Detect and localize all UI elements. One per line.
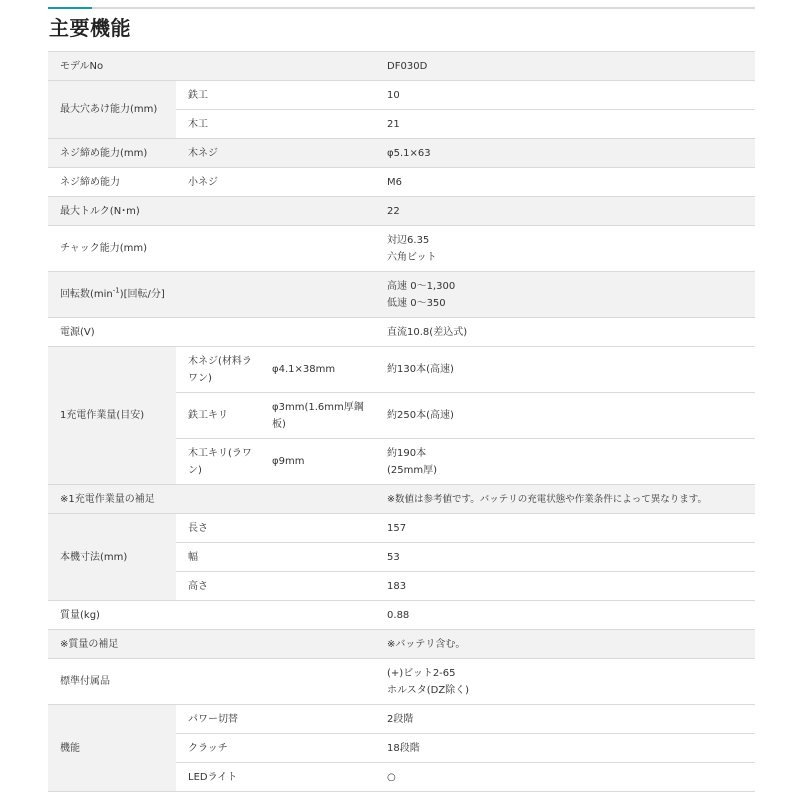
row-value: 約250本(高速) <box>375 393 755 439</box>
top-divider <box>48 7 755 9</box>
value-line: 高速 0～1,300 <box>387 280 456 292</box>
row-label: 本機寸法(mm) <box>48 514 176 601</box>
section-title: 主要機能 <box>49 16 131 40</box>
row-value <box>375 439 755 485</box>
row-sublabel: 木工キリ(ラワン) <box>176 439 260 485</box>
row-value: ※バッテリ含む。 <box>375 630 755 659</box>
row-value: ※数値は参考値です。バッテリの充電状態や作業条件によって異なります。 <box>375 485 755 514</box>
row-sublabel: 小ネジ <box>176 168 375 197</box>
row-value: 18段階 <box>375 734 755 763</box>
row-value: 0.88 <box>375 601 755 630</box>
row-value: 53 <box>375 543 755 572</box>
row-sublabel: 木工 <box>176 110 375 139</box>
rpm-label-post: )[回転/分] <box>119 289 165 300</box>
row-drill-steel <box>48 81 755 110</box>
row-torque <box>48 197 755 226</box>
row-sublabel: 木ネジ(材料ラワン) <box>176 347 260 393</box>
value-line: 対辺6.35 <box>387 234 430 246</box>
row-label: 最大トルク(N･m) <box>48 197 375 226</box>
row-label: 機能 <box>48 705 176 792</box>
row-screw-small <box>48 168 755 197</box>
row-label: ※質量の補足 <box>48 630 375 659</box>
row-label: 最大穴あけ能力(mm) <box>48 81 176 139</box>
value-line: 六角ビット <box>387 251 437 263</box>
row-dims-length <box>48 514 755 543</box>
row-work-1 <box>48 347 755 393</box>
row-value: ○ <box>375 763 755 792</box>
row-label: ※1充電作業量の補足 <box>48 485 375 514</box>
row-rpm <box>48 272 755 318</box>
row-label: ネジ締め能力 <box>48 168 176 197</box>
row-model <box>48 52 755 81</box>
row-mass <box>48 601 755 630</box>
value-line: (+)ビット2-65 <box>387 667 456 679</box>
row-label: 1充電作業量(目安) <box>48 347 176 485</box>
row-sublabel: 幅 <box>176 543 375 572</box>
value-line: (25mm厚) <box>387 464 438 476</box>
row-value: 157 <box>375 514 755 543</box>
row-label: チャック能力(mm) <box>48 226 375 272</box>
row-power <box>48 318 755 347</box>
row-sublabel: LEDライト <box>176 763 375 792</box>
row-label: ネジ締め能力(mm) <box>48 139 176 168</box>
row-sublabel: 長さ <box>176 514 375 543</box>
row-value <box>375 226 755 272</box>
row-sublabel: クラッチ <box>176 734 375 763</box>
row-label: モデルNo <box>48 52 375 81</box>
row-accessories <box>48 659 755 705</box>
row-value: 183 <box>375 572 755 601</box>
value-line: 約190本 <box>387 447 427 459</box>
row-value: 2段階 <box>375 705 755 734</box>
rpm-label-pre: 回転数(min <box>60 289 113 300</box>
row-value: 21 <box>375 110 755 139</box>
row-value <box>375 272 755 318</box>
value-line: ホルスタ(DZ除く) <box>387 684 470 696</box>
value-line: 低速 0～350 <box>387 297 446 309</box>
row-sublabel: 高さ <box>176 572 375 601</box>
row-value: 直流10.8(差込式) <box>375 318 755 347</box>
row-spec: φ4.1×38mm <box>260 347 375 393</box>
row-spec: φ9mm <box>260 439 375 485</box>
row-value: M6 <box>375 168 755 197</box>
row-label: 電源(V) <box>48 318 375 347</box>
row-value: 22 <box>375 197 755 226</box>
row-label: 質量(kg) <box>48 601 375 630</box>
row-value: φ5.1×63 <box>375 139 755 168</box>
row-sublabel: 木ネジ <box>176 139 375 168</box>
row-value <box>375 659 755 705</box>
row-sublabel: パワー切替 <box>176 705 375 734</box>
row-work-note <box>48 485 755 514</box>
rpm-label-sup: -1 <box>112 286 120 295</box>
row-sublabel: 鉄工 <box>176 81 375 110</box>
row-label: 標準付属品 <box>48 659 375 705</box>
row-label <box>48 272 375 318</box>
spec-table <box>48 51 755 792</box>
row-value: 10 <box>375 81 755 110</box>
row-sublabel: 鉄工キリ <box>176 393 260 439</box>
row-value: 約130本(高速) <box>375 347 755 393</box>
top-divider-accent <box>48 7 92 9</box>
row-chuck <box>48 226 755 272</box>
row-spec: φ3mm(1.6mm厚鋼板) <box>260 393 375 439</box>
row-screw-wood <box>48 139 755 168</box>
row-mass-note <box>48 630 755 659</box>
row-features-power <box>48 705 755 734</box>
row-value: DF030D <box>375 52 755 81</box>
